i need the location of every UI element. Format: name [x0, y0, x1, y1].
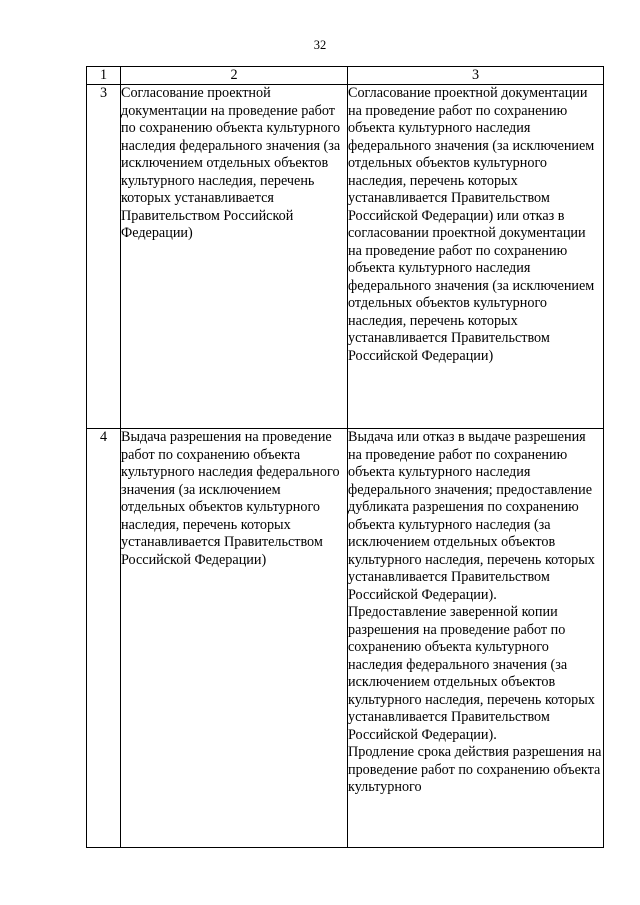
- table-row: [87, 85, 604, 429]
- service-result-cell: [348, 85, 604, 429]
- service-name-cell: Согласование проектной документации на проведение работ по сохранению объекта культурного наследия федерального значения (за исключением отдельных объектов культурного наследия, перечень которых устанавливается Правительством Российской Федерации): [121, 85, 348, 429]
- service-name-cell: Выдача разрешения на проведение работ по сохранению объекта культурного наследия федерального значения (за исключением отдельных объектов культурного наследия, перечень которых устанавливается Правительством Российской Федерации): [121, 429, 348, 848]
- row-number: 4: [87, 429, 121, 848]
- header-cell-1: 1: [87, 67, 121, 85]
- header-cell-3: 3: [348, 67, 604, 85]
- service-result-cell: [348, 429, 604, 848]
- row-number: 3: [87, 85, 121, 429]
- result-paragraph: Выдача или отказ в выдаче разрешения на проведение работ по сохранению объекта культурного наследия федерального значения; предоставление дубликата разрешения по сохранению объекта культурного наследия (за исключением отдельных объектов культурного наследия, перечень которых устанавливается Правительством Российской Федерации).: [348, 429, 595, 603]
- table-header-row: [87, 67, 604, 85]
- result-paragraph: Предоставление заверенной копии разрешения на проведение работ по сохранению объекта культурного наследия федерального значения (за исключением отдельных объектов культурного наследия, перечень которых устанавливается Правительством Российской Федерации).: [348, 604, 595, 743]
- table-row: [87, 429, 604, 848]
- result-paragraph: Продление срока действия разрешения на проведение работ по сохранению объекта культурного: [348, 744, 602, 795]
- page-number: 32: [313, 38, 327, 52]
- result-paragraph: Согласование проектной документации на проведение работ по сохранению объекта культурного наследия федерального значения (за исключением отдельных объектов культурного наследия, перечень которых устанавливается Правительством Российской Федерации) или отказ в согласовании проектной документации на проведение работ по сохранению объекта культурного наследия федерального значения (за исключением отдельных объектов культурного наследия, перечень которых устанавливается Правительством Российской Федерации): [348, 85, 595, 364]
- services-table: [86, 66, 604, 848]
- header-cell-2: 2: [121, 67, 348, 85]
